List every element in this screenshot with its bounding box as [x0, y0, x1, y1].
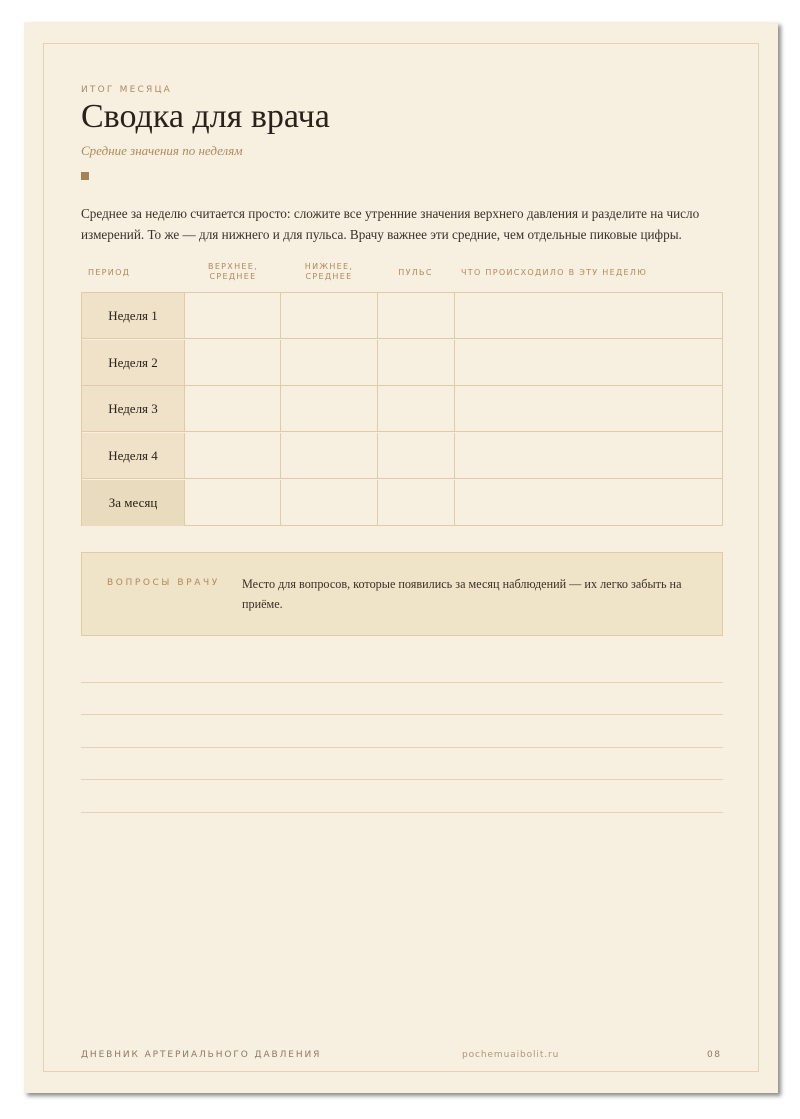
section-eyebrow: ИТОГ МЕСЯЦА: [81, 85, 172, 95]
diastolic-cell[interactable]: [281, 386, 378, 432]
table-row: [82, 293, 722, 340]
column-header-systolic-line1: ВЕРХНЕЕ,: [208, 262, 258, 271]
column-header-diastolic-line2: СРЕДНЕЕ: [305, 272, 353, 281]
writing-line[interactable]: [81, 779, 723, 780]
row-label: Неделя 2: [82, 340, 185, 386]
column-header-systolic-line2: СРЕДНЕЕ: [209, 272, 257, 281]
column-header-systolic: [185, 262, 281, 282]
pulse-cell[interactable]: [378, 480, 455, 526]
notes-cell[interactable]: [455, 386, 722, 432]
table-row: [82, 340, 722, 387]
diastolic-cell[interactable]: [281, 340, 378, 386]
notes-cell[interactable]: [455, 433, 722, 479]
row-label: Неделя 4: [82, 433, 185, 479]
column-header-diastolic: [281, 262, 377, 282]
systolic-cell[interactable]: [185, 293, 281, 339]
diastolic-cell[interactable]: [281, 433, 378, 479]
column-header-period: ПЕРИОД: [88, 268, 131, 277]
notes-cell[interactable]: [455, 293, 722, 339]
notes-cell[interactable]: [455, 340, 722, 386]
questions-label: ВОПРОСЫ ВРАЧУ: [107, 578, 220, 588]
diastolic-cell[interactable]: [281, 293, 378, 339]
footer-title: ДНЕВНИК АРТЕРИАЛЬНОГО ДАВЛЕНИЯ: [81, 1050, 322, 1060]
diastolic-cell[interactable]: [281, 480, 378, 526]
doctor-questions-box: [81, 552, 723, 636]
page-subtitle: Средние значения по неделям: [81, 143, 243, 158]
systolic-cell[interactable]: [185, 386, 281, 432]
systolic-cell[interactable]: [185, 340, 281, 386]
row-label: Неделя 3: [82, 386, 185, 432]
systolic-cell[interactable]: [185, 480, 281, 526]
table-row: [82, 433, 722, 480]
notes-cell[interactable]: [455, 480, 722, 526]
intro-paragraph: Среднее за неделю считается просто: сложите все утренние значения верхнего давления и разделите на число измерений. То же — для нижнего и для пульса. Врачу важнее эти средние, чем отдельные пиковые цифры.: [81, 206, 700, 242]
column-header-diastolic-line1: НИЖНЕЕ,: [304, 262, 354, 271]
row-label: Неделя 1: [82, 293, 185, 339]
writing-line[interactable]: [81, 747, 723, 748]
pulse-cell[interactable]: [378, 340, 455, 386]
writing-line[interactable]: [81, 812, 723, 813]
writing-line[interactable]: [81, 682, 723, 683]
row-label: За месяц: [82, 480, 185, 526]
table-row: [82, 386, 722, 433]
weekly-averages-table: [81, 292, 723, 526]
table-header: [81, 262, 723, 286]
table-row-total: [82, 480, 722, 527]
systolic-cell[interactable]: [185, 433, 281, 479]
page-title: Сводка для врача: [81, 98, 330, 135]
pulse-cell[interactable]: [378, 293, 455, 339]
square-marker-icon: [81, 172, 89, 180]
footer-website: pochemuaibolit.ru: [462, 1050, 560, 1060]
questions-text: Место для вопросов, которые появились за месяц наблюдений — их легко забыть на приёме.: [242, 577, 682, 611]
column-header-notes: ЧТО ПРОИСХОДИЛО В ЭТУ НЕДЕЛЮ: [461, 268, 648, 277]
pulse-cell[interactable]: [378, 386, 455, 432]
column-header-pulse: ПУЛЬС: [398, 268, 433, 277]
page-sheet: [24, 22, 778, 1093]
writing-line[interactable]: [81, 714, 723, 715]
page-number: 08: [707, 1050, 722, 1060]
pulse-cell[interactable]: [378, 433, 455, 479]
